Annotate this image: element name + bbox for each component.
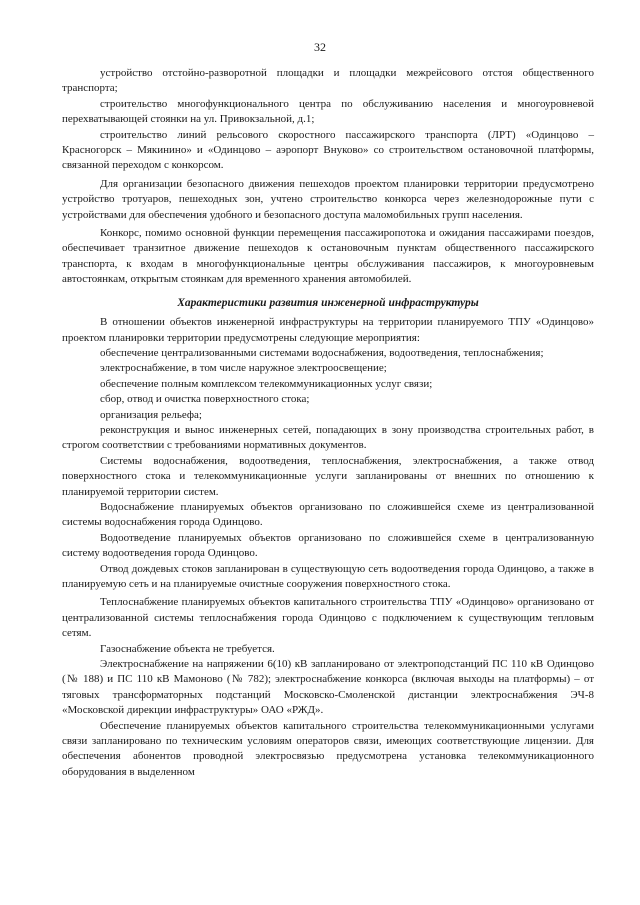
page-number: 32 <box>314 40 326 54</box>
paragraph: В отношении объектов инженерной инфраструктуры на территории планируемого ТПУ «Одинцово» проектом планировки территории предусмотрены следующие мероприятия: <box>62 316 594 344</box>
paragraph: Отвод дождевых стоков запланирован в существующую сеть водоотведения города Одинцово, а также в планируемую сеть и на планируемые очистные сооружения поверхностного стока. <box>62 562 594 590</box>
list-item: обеспечение централизованными системами водоснабжения, водоотведения, теплоснабжения; <box>100 346 544 359</box>
paragraph: строительство многофункционального центра по обслуживанию населения и многоуровневой перехватывающей стоянки на ул. Привокзальной, д.1; <box>62 97 594 126</box>
document-body <box>62 66 594 780</box>
paragraph: Системы водоснабжения, водоотведения, теплоснабжения, электроснабжения, а также отвод поверхностного стока и телекоммуникационные услуги запланированы от внешних по отношению к планируемой территории систем. <box>62 454 594 498</box>
paragraph: строительство линий рельсового скоростного пассажирского транспорта (ЛРТ) «Одинцово – Красногорск – Мякинино» и «Одинцово – аэропорт Внуково» со строительством остановочной платформы, связанной переходом с конкорсом. <box>62 128 594 172</box>
paragraph: Конкорс, помимо основной функции перемещения пассажиропотока и ожидания пассажирами поездов, обеспечивает транзитное движение пешеходов к остановочным пунктам общественного пассажирского транспорта, к входам в многофункциональные центры обслуживания пассажиров, к многоуровневым автостоянкам, открытым стоянкам для временного хранения автомобилей. <box>62 227 594 286</box>
list-item: реконструкция и вынос инженерных сетей, попадающих в зону производства строительных работ, в строгом соответствии с требованиями нормативных документов. <box>62 423 594 452</box>
list-item: обеспечение полным комплексом телекоммуникационных услуг связи; <box>100 377 433 390</box>
list-item: электроснабжение, в том числе наружное электроосвещение; <box>100 362 387 375</box>
section-heading: Характеристики развития инженерной инфраструктуры <box>177 296 479 309</box>
paragraph: Водоотведение планируемых объектов организовано по сложившейся схеме в централизованную систему водоотведения города Одинцово. <box>62 531 594 560</box>
paragraph: Водоснабжение планируемых объектов организовано по сложившейся схеме из централизованной системы водоснабжения города Одинцово. <box>62 500 594 529</box>
paragraph: устройство отстойно-разворотной площадки и площадки межрейсового отстоя общественного транспорта; <box>62 67 594 95</box>
paragraph: Теплоснабжение планируемых объектов капитального строительства ТПУ «Одинцово» организовано от централизованной системы теплоснабжения города Одинцово с подключением к существующим тепловым сетям. <box>62 596 594 640</box>
paragraph: Для организации безопасного движения пешеходов проектом планировки территории предусмотрено устройство тротуаров, пешеходных зон, учтено строительство конкорса через железнодорожные пути с устройствами для обеспечения удобного и безопасного доступа маломобильных групп населения. <box>62 177 594 221</box>
list-item: организация рельефа; <box>100 408 202 421</box>
paragraph: Электроснабжение на напряжении 6(10) кВ запланировано от электроподстанций ПС 110 кВ Одинцово (№ 188) и ПС 110 кВ Мамоново (№ 782); электроснабжение конкорса (включая выходы на платформы) – от тяговых трансформаторных подстанций Московско-Смоленской дистанции электроснабжения ЭЧ-8 «Московской дирекции инфраструктуры» ОАО «РЖД». <box>62 658 594 717</box>
list-item: сбор, отвод и очистка поверхностного стока; <box>100 393 310 406</box>
paragraph: Газоснабжение объекта не требуется. <box>100 642 275 655</box>
paragraph: Обеспечение планируемых объектов капитального строительства телекоммуникационными услугами связи запланировано по техническим условиям операторов связи, имеющих соответствующие лицензии. Для обеспечения абонентов проводной электросвязью предусмотрена установка телекоммуникационного оборудования в выделенном <box>62 719 594 778</box>
